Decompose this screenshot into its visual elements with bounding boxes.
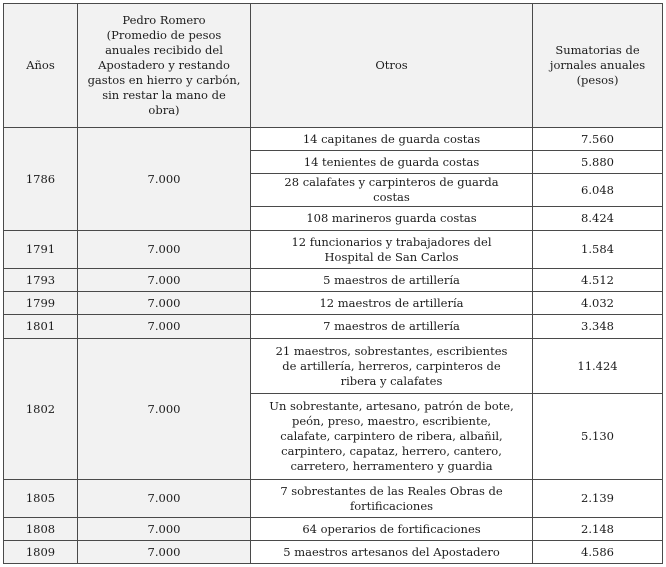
header-otros: Otros <box>251 4 533 128</box>
year-cell: 1793 <box>4 269 78 292</box>
pedro-romero-cell: 7.000 <box>78 231 251 269</box>
table-row <box>4 128 663 151</box>
sum-cell: 11.424 <box>533 339 663 394</box>
sum-cell: 7.560 <box>533 128 663 151</box>
pedro-romero-cell: 7.000 <box>78 315 251 339</box>
otros-cell: 14 capitanes de guarda costas <box>251 128 533 151</box>
table-row <box>4 480 663 518</box>
year-cell: 1809 <box>4 541 78 564</box>
otros-cell: 7 sobrestantes de las Reales Obras de fortificaciones <box>251 480 533 518</box>
table-row <box>4 269 663 292</box>
otros-cell: 28 calafates y carpinteros de guarda costas <box>251 174 533 207</box>
year-cell: 1802 <box>4 339 78 480</box>
year-cell: 1808 <box>4 518 78 541</box>
sum-cell: 5.130 <box>533 394 663 480</box>
table-row <box>4 339 663 394</box>
table-row <box>4 315 663 339</box>
table-body <box>4 128 663 564</box>
sum-cell: 1.584 <box>533 231 663 269</box>
pedro-romero-cell: 7.000 <box>78 541 251 564</box>
wages-table <box>3 3 663 564</box>
table-row <box>4 292 663 315</box>
year-cell: 1786 <box>4 128 78 231</box>
pedro-romero-cell: 7.000 <box>78 128 251 231</box>
sum-cell: 2.148 <box>533 518 663 541</box>
sum-cell: 5.880 <box>533 151 663 174</box>
otros-cell: 21 maestros, sobrestantes, escribientes de artillería, herreros, carpinteros de ribera y calafates <box>251 339 533 394</box>
sum-cell: 4.586 <box>533 541 663 564</box>
sum-cell: 2.139 <box>533 480 663 518</box>
sum-cell: 4.512 <box>533 269 663 292</box>
year-cell: 1801 <box>4 315 78 339</box>
pedro-romero-cell: 7.000 <box>78 269 251 292</box>
sum-cell: 3.348 <box>533 315 663 339</box>
otros-cell: 5 maestros artesanos del Apostadero <box>251 541 533 564</box>
table-row <box>4 541 663 564</box>
otros-cell: 64 operarios de fortificaciones <box>251 518 533 541</box>
otros-cell: 7 maestros de artillería <box>251 315 533 339</box>
otros-cell: 12 maestros de artillería <box>251 292 533 315</box>
header-sumatorias-text: Sumatorias de jornales anuales (pesos) <box>549 43 646 87</box>
table-row <box>4 231 663 269</box>
table-row <box>4 518 663 541</box>
pedro-romero-cell: 7.000 <box>78 292 251 315</box>
pedro-romero-cell: 7.000 <box>78 480 251 518</box>
otros-cell: Un sobrestante, artesano, patrón de bote, peón, preso, maestro, escribiente, calafate, carpintero de ribera, albañil, carpintero, capataz, herrero, cantero, carretero, herramentero y guardia <box>251 394 533 480</box>
header-pedro-romero <box>78 4 251 128</box>
pedro-romero-cell: 7.000 <box>78 339 251 480</box>
year-cell: 1805 <box>4 480 78 518</box>
sum-cell: 8.424 <box>533 207 663 231</box>
pedro-romero-cell: 7.000 <box>78 518 251 541</box>
header-row <box>4 4 663 128</box>
header-sumatorias <box>533 4 663 128</box>
otros-cell: 108 marineros guarda costas <box>251 207 533 231</box>
sum-cell: 6.048 <box>533 174 663 207</box>
header-years: Años <box>4 4 78 128</box>
year-cell: 1799 <box>4 292 78 315</box>
otros-cell: 14 tenientes de guarda costas <box>251 151 533 174</box>
year-cell: 1791 <box>4 231 78 269</box>
otros-cell: 12 funcionarios y trabajadores del Hospital de San Carlos <box>251 231 533 269</box>
sum-cell: 4.032 <box>533 292 663 315</box>
otros-cell: 5 maestros de artillería <box>251 269 533 292</box>
header-pedro-romero-text: Pedro Romero (Promedio de pesos anuales recibido del Apostadero y restando gastos en hierro y carbón, sin restar la mano de obra) <box>87 13 241 117</box>
